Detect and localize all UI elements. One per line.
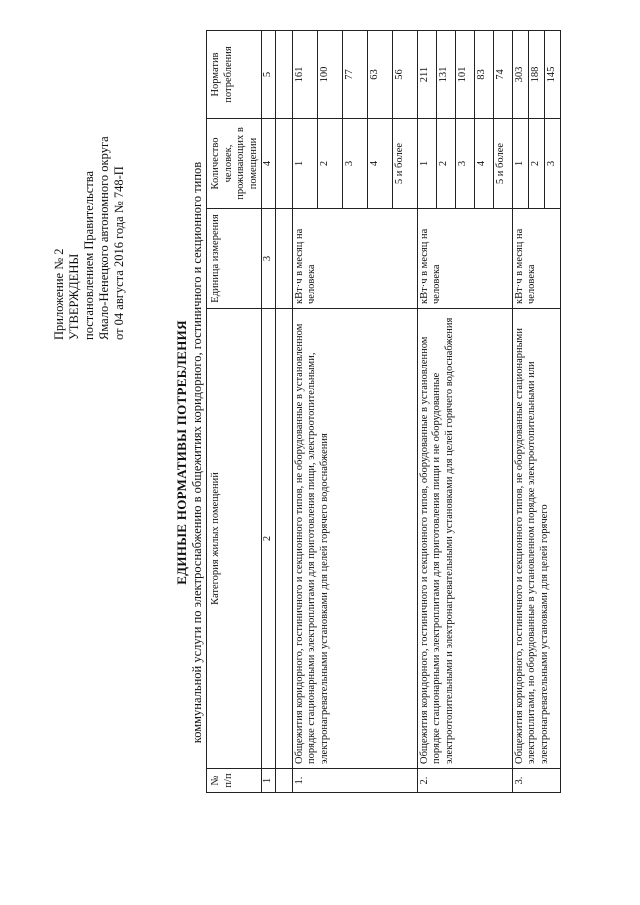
people-count: 2 (436, 119, 455, 209)
column-index: 2 (262, 309, 276, 769)
column-index: 4 (262, 119, 276, 209)
table-row (512, 31, 528, 793)
norm-value: 56 (392, 31, 417, 119)
norm-value: 303 (512, 31, 528, 119)
column-index: 1 (262, 769, 276, 793)
column-index: 3 (262, 209, 276, 309)
people-count: 1 (292, 119, 317, 209)
norm-value: 77 (342, 31, 367, 119)
norm-value: 211 (417, 31, 436, 119)
row-unit: кВт·ч в месяц на человека (512, 209, 560, 309)
norm-value: 100 (317, 31, 342, 119)
norm-value: 131 (436, 31, 455, 119)
approval-line: Ямало-Ненецкого автономного округа (97, 136, 111, 340)
column-index: 5 (262, 31, 276, 119)
appendix-number: Приложение № 2 (52, 248, 66, 340)
header-category: Категория жилых помещений (207, 309, 262, 769)
people-count: 3 (455, 119, 474, 209)
people-count: 5 и более (392, 119, 417, 209)
people-count: 1 (417, 119, 436, 209)
row-category: Общежития коридорного, гостиничного и секционного типов, не оборудованные в установленном порядке стационарными электроплитами для приготовления пищи, электроотопительными, электронагревательными установками для целей горячего водоснабжения (292, 309, 417, 769)
norm-value: 188 (528, 31, 544, 119)
people-count: 3 (544, 119, 560, 209)
row-category: Общежития коридорного, гостиничного и секционного типов, оборудованные в установленном порядке стационарными электроплитами для приготовления пищи и не оборудованные электроотопительными и электронагревательными установками для целей горячего водоснабжения (417, 309, 512, 769)
header-unit: Единица измерения (207, 209, 262, 309)
people-count: 2 (317, 119, 342, 209)
row-category: Общежития коридорного, гостиничного и секционного типов, не оборудованные стационарными электроплитами, но оборудованные в установленном порядке электроотопительными или электронагревательными установками для целей горячего (512, 309, 560, 769)
table-header-row (207, 31, 262, 793)
approval-word: УТВЕРЖДЕНЫ (67, 253, 81, 340)
document-title: ЕДИНЫЕ НОРМАТИВЫ ПОТРЕБЛЕНИЯ (174, 320, 189, 585)
people-count: 3 (342, 119, 367, 209)
norm-value: 161 (292, 31, 317, 119)
row-unit: кВт·ч в месяц на человека (417, 209, 512, 309)
row-unit: кВт·ч в месяц на человека (292, 209, 417, 309)
table-row (275, 31, 292, 793)
people-count: 4 (367, 119, 392, 209)
people-count: 1 (512, 119, 528, 209)
table-row (292, 31, 317, 793)
people-count: 5 и более (493, 119, 512, 209)
norm-value: 83 (474, 31, 493, 119)
norm-value: 145 (544, 31, 560, 119)
header-norm: Норматив потребления (207, 31, 262, 119)
consumption-norms-table (206, 30, 561, 793)
column-index-row (262, 31, 276, 793)
header-num: № п/п (207, 769, 262, 793)
document-subtitle: коммунальной услуги по электроснабжению в общежитиях коридорного, гостиничного и секционного типов (190, 161, 204, 744)
approval-line: постановлением Правительства (82, 170, 96, 340)
appendix-approval-block (52, 136, 127, 340)
table-row (417, 31, 436, 793)
row-number: 1. (292, 769, 417, 793)
approval-date: от 04 августа 2016 года № 748-П (112, 166, 126, 340)
norm-value: 74 (493, 31, 512, 119)
header-people: Количество человек, проживающих в помещении (207, 119, 262, 209)
norm-value: 63 (367, 31, 392, 119)
people-count: 4 (474, 119, 493, 209)
norm-value: 101 (455, 31, 474, 119)
people-count: 2 (528, 119, 544, 209)
row-number: 3. (512, 769, 560, 793)
row-number: 2. (417, 769, 512, 793)
